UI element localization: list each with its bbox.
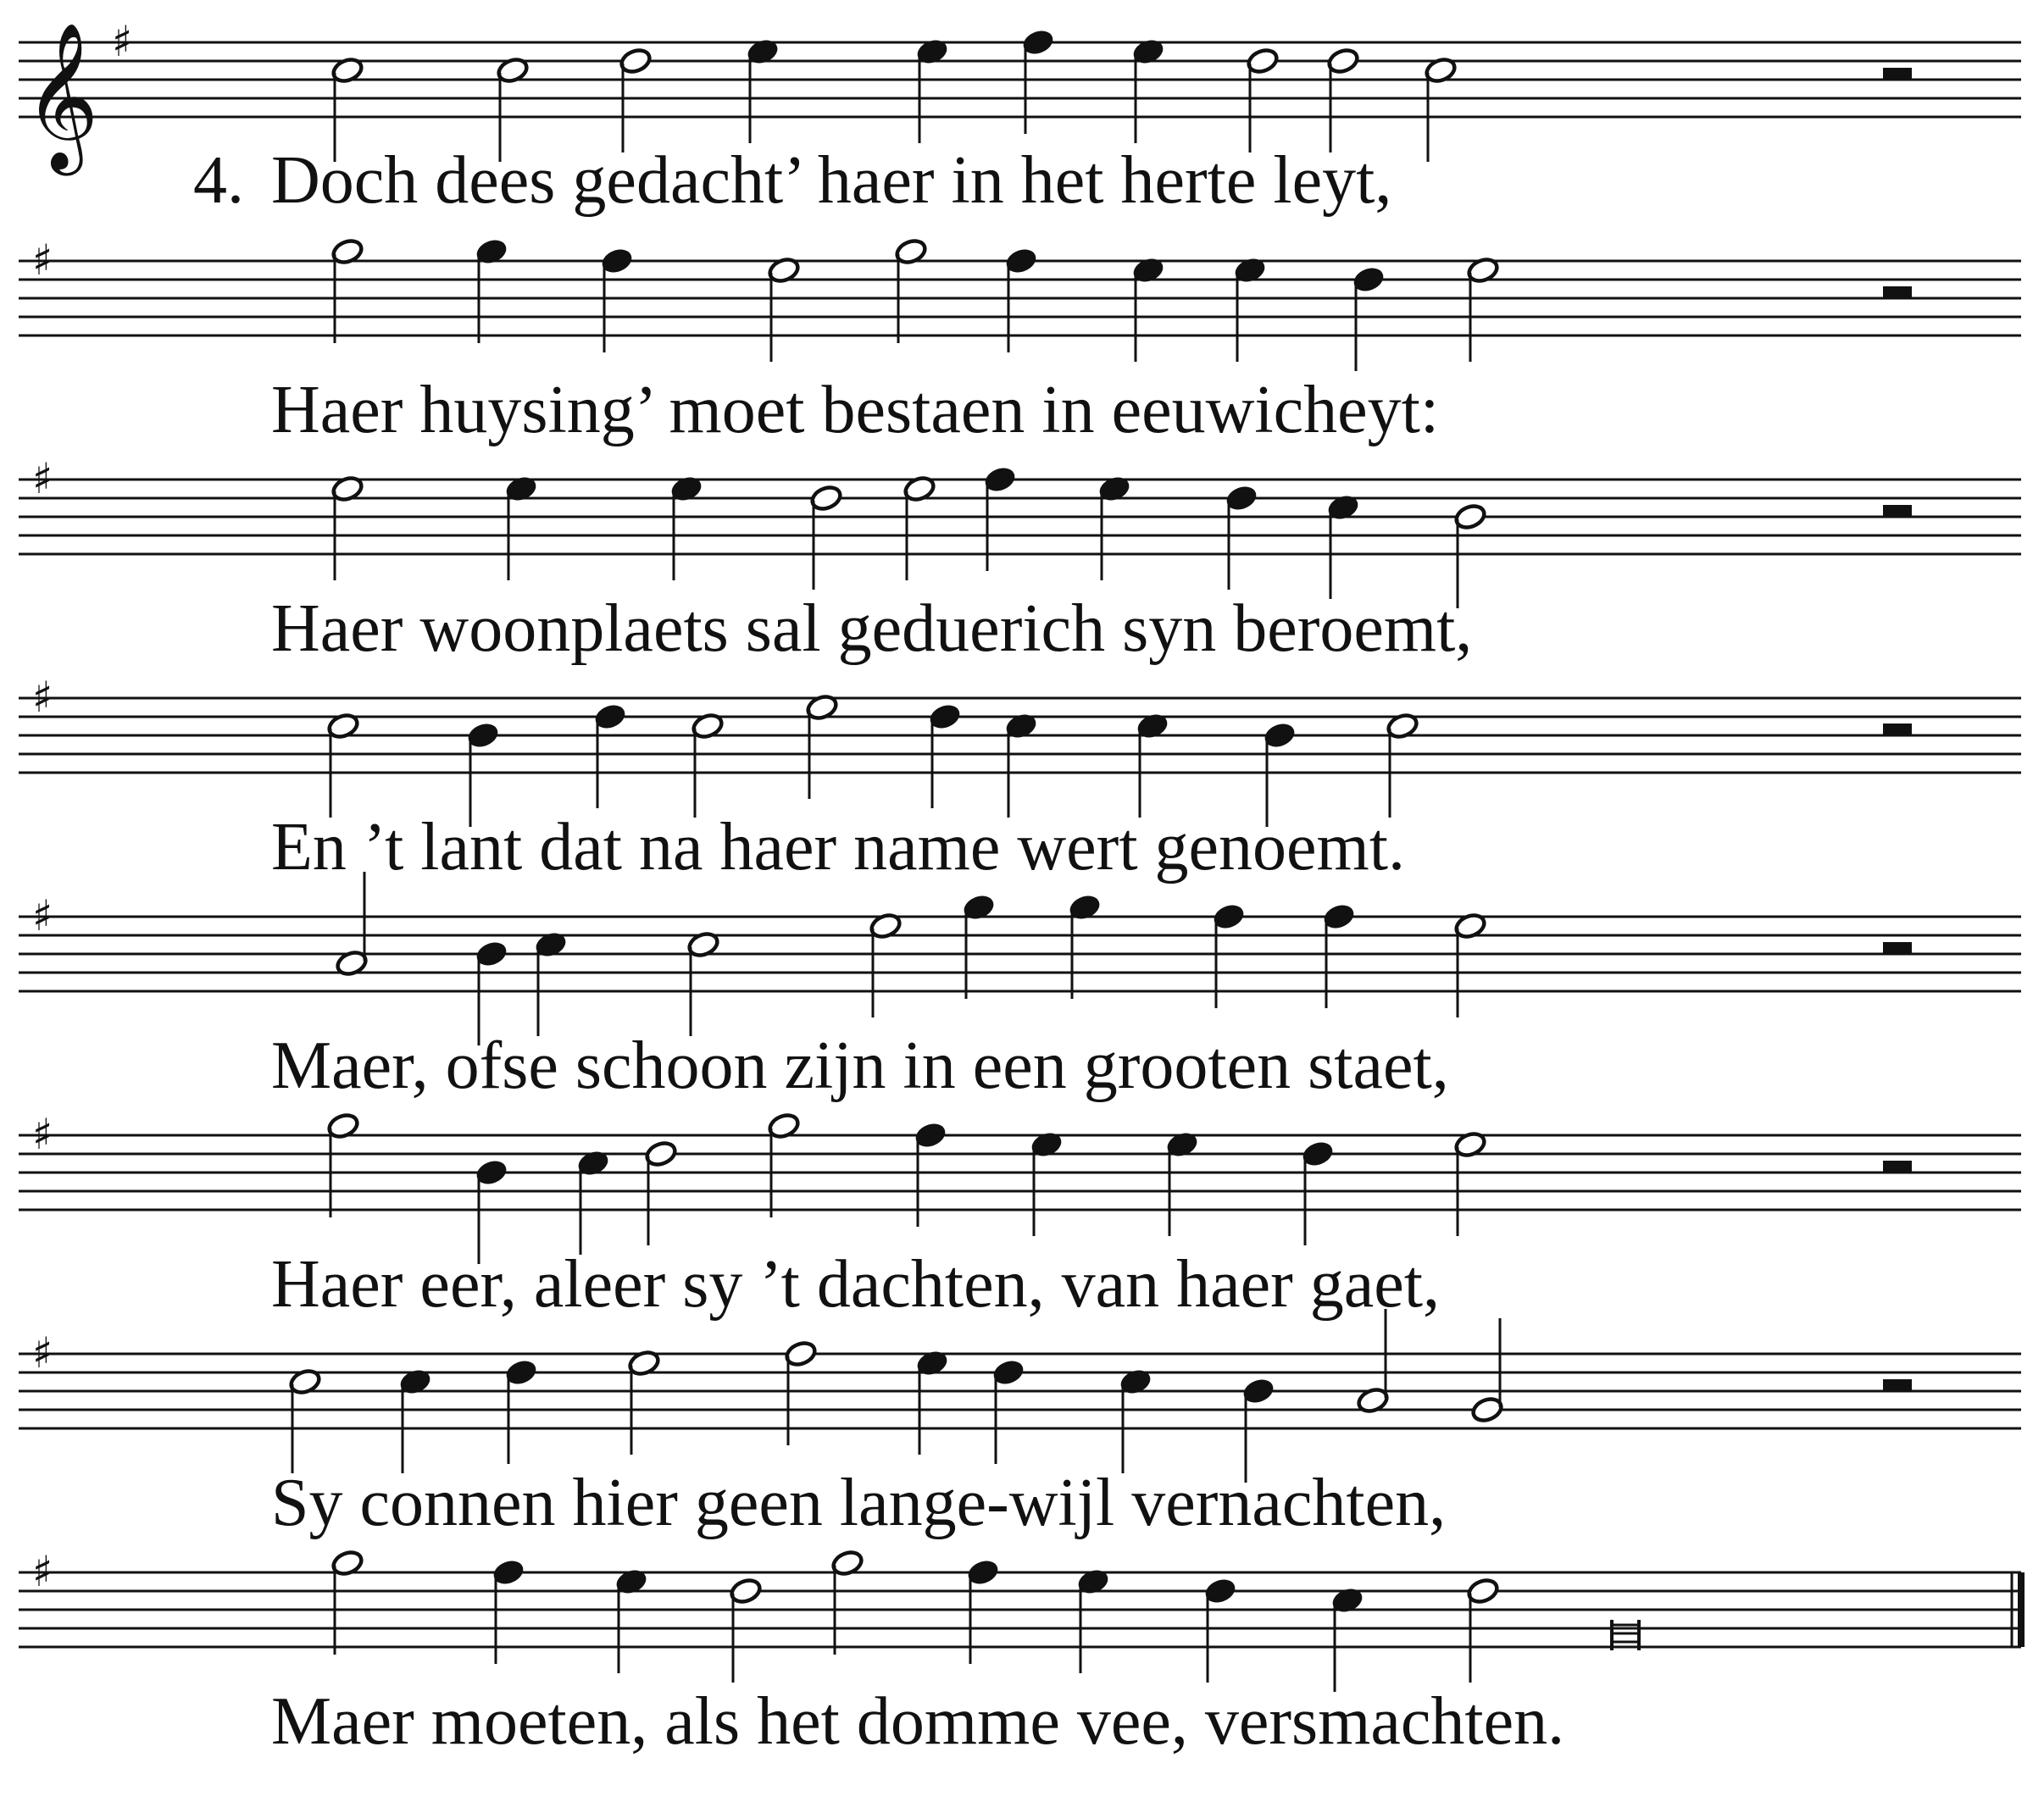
quarter-note [1131, 256, 1165, 362]
lyric-line: Haer woonplaets sal geduerich syn beroemt, [271, 591, 1473, 666]
half-note [869, 912, 903, 1017]
quarter-note [576, 1149, 610, 1255]
quarter-note [398, 1367, 432, 1473]
verse-number: 4. [193, 143, 244, 218]
half-note [894, 237, 928, 343]
half-note [830, 1549, 864, 1655]
staff-system [19, 673, 2021, 827]
lyric-line: En ’t lant dat na haer name wert genoemt. [271, 810, 1406, 884]
quarter-note [1004, 712, 1038, 818]
quarter-note [1097, 474, 1131, 580]
sharp-icon: ♯ [32, 454, 53, 503]
half-rest-icon [1883, 68, 1912, 80]
quarter-note [504, 474, 538, 580]
staff-system [19, 1110, 2021, 1264]
quarter-note [1076, 1567, 1110, 1673]
sharp-icon: ♯ [32, 891, 53, 940]
staff-system [19, 236, 2021, 371]
quarter-note [1030, 1130, 1064, 1236]
half-note [330, 1549, 364, 1655]
half-rest-icon [1883, 1161, 1912, 1173]
half-note [1453, 1130, 1487, 1236]
quarter-note [1131, 37, 1165, 143]
half-note [627, 1349, 661, 1455]
barline-thick [2018, 1572, 2025, 1647]
quarter-note [1330, 1586, 1364, 1692]
half-rest-icon [1883, 942, 1912, 954]
lyric-line: Maer moeten, als het domme vee, versmachten. [271, 1684, 1565, 1759]
lyric-line: Haer huysing’ moet bestaen in eeuwicheyt: [271, 373, 1440, 447]
half-rest-icon [1883, 724, 1912, 735]
half-rest-icon [1883, 505, 1912, 517]
lyric-line: Haer eer, aleer sy ’t dachten, van haer gaet, [271, 1247, 1440, 1322]
staff-system [19, 1309, 2021, 1483]
half-note [1424, 56, 1458, 162]
sharp-icon: ♯ [32, 1547, 53, 1596]
half-note [686, 930, 720, 1036]
sharp-icon: ♯ [112, 17, 133, 66]
quarter-note [1233, 256, 1267, 362]
half-note [767, 1112, 801, 1217]
sharp-icon: ♯ [32, 1328, 53, 1378]
staff-system [19, 454, 2021, 608]
half-rest-icon [1883, 1379, 1912, 1391]
half-note [1386, 712, 1419, 818]
quarter-note [1326, 493, 1360, 599]
half-note [1466, 256, 1500, 362]
quarter-note [475, 237, 508, 343]
sharp-icon: ♯ [32, 236, 53, 285]
half-note [335, 872, 369, 978]
quarter-note [915, 1349, 949, 1455]
treble-clef-icon: 𝄞 [24, 22, 99, 169]
half-note [767, 256, 801, 362]
staff-system [19, 1547, 2025, 1692]
quarter-note [1119, 1367, 1153, 1473]
lyric-line: Doch dees gedacht’ haer in het herte leyt, [271, 143, 1392, 218]
half-note [330, 474, 364, 580]
half-note [326, 712, 360, 818]
half-note [691, 712, 725, 818]
half-note [1356, 1309, 1390, 1415]
half-note [903, 474, 936, 580]
lyric-line: Sy connen hier geen lange-wijl vernachten, [271, 1466, 1447, 1540]
quarter-note [915, 37, 949, 143]
half-note [805, 693, 839, 799]
half-note [288, 1367, 322, 1473]
half-rest-icon [1883, 286, 1912, 298]
quarter-note [534, 930, 568, 1036]
sharp-icon: ♯ [32, 673, 53, 722]
staff-system [19, 872, 2021, 1045]
sharp-icon: ♯ [32, 1110, 53, 1159]
quarter-note [746, 37, 780, 143]
half-note [1453, 912, 1487, 1017]
quarter-note [1165, 1130, 1199, 1236]
half-note [326, 1112, 360, 1217]
quarter-note [962, 893, 996, 999]
quarter-note [669, 474, 703, 580]
quarter-note [614, 1567, 648, 1673]
lyric-line: Maer, ofse schoon zijn in een grooten staet, [271, 1029, 1449, 1103]
half-note [330, 237, 364, 343]
quarter-note [1136, 712, 1169, 818]
quarter-note [1068, 893, 1102, 999]
